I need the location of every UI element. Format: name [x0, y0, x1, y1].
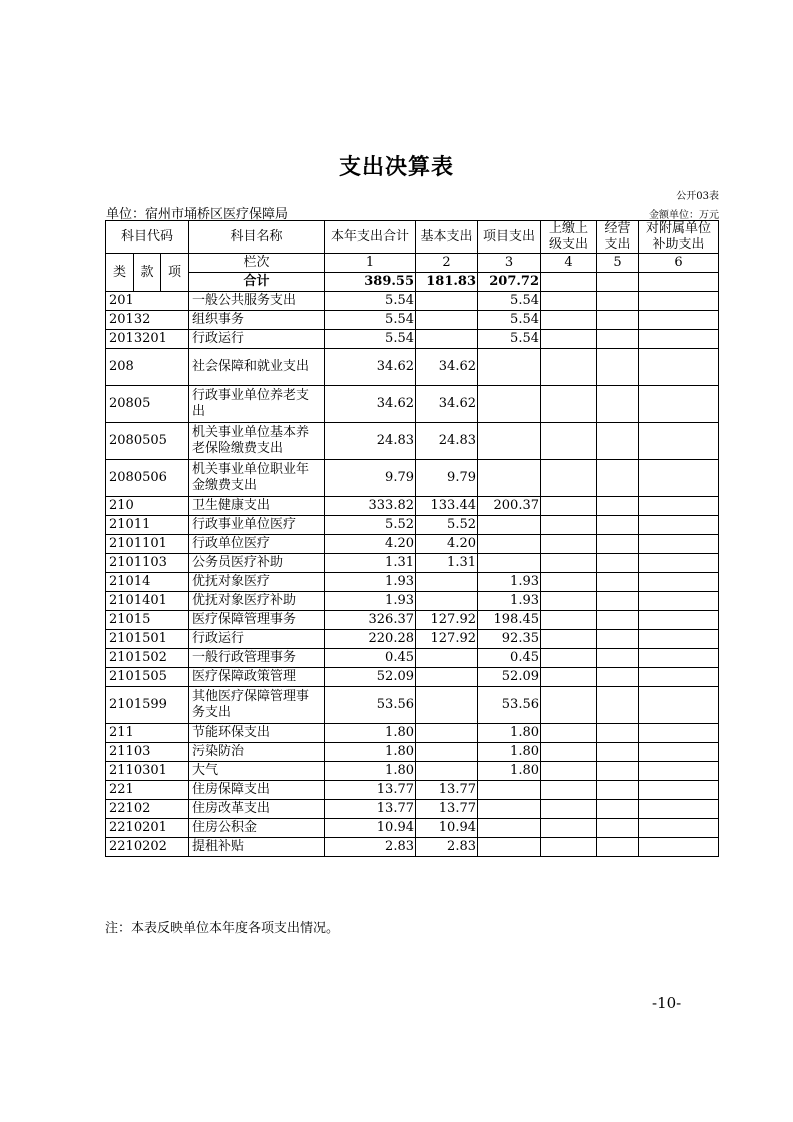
row-code: 2210202	[106, 838, 189, 857]
row-total: 1.93	[325, 573, 416, 592]
row-code: 20132	[106, 311, 189, 330]
row-subsidy	[639, 668, 719, 687]
row-code: 21011	[106, 516, 189, 535]
row-subsidy	[639, 330, 719, 349]
row-total: 52.09	[325, 668, 416, 687]
row-basic	[416, 311, 478, 330]
row-subsidy	[639, 819, 719, 838]
row-project: 5.54	[478, 311, 541, 330]
row-subsidy	[639, 592, 719, 611]
row-business	[597, 668, 639, 687]
row-upper	[541, 611, 597, 630]
row-total: 220.28	[325, 630, 416, 649]
row-project: 5.54	[478, 330, 541, 349]
header-lanci: 栏次	[189, 254, 325, 273]
row-upper	[541, 573, 597, 592]
row-total: 5.54	[325, 330, 416, 349]
col-index-5: 5	[597, 254, 639, 273]
row-basic: 13.77	[416, 781, 478, 800]
header-row	[106, 221, 719, 254]
row-total: 2.83	[325, 838, 416, 857]
row-subsidy	[639, 386, 719, 423]
row-total: 13.77	[325, 800, 416, 819]
row-code: 2013201	[106, 330, 189, 349]
row-total: 13.77	[325, 781, 416, 800]
row-name: 社会保障和就业支出	[189, 349, 325, 386]
row-basic: 24.83	[416, 423, 478, 460]
row-upper	[541, 535, 597, 554]
row-upper	[541, 743, 597, 762]
row-business	[597, 611, 639, 630]
row-code: 208	[106, 349, 189, 386]
row-business	[597, 423, 639, 460]
table-row	[106, 311, 719, 330]
table-row	[106, 386, 719, 423]
row-name: 一般公共服务支出	[189, 292, 325, 311]
row-total: 1.31	[325, 554, 416, 573]
row-business	[597, 762, 639, 781]
row-business	[597, 743, 639, 762]
row-subsidy	[639, 743, 719, 762]
row-upper	[541, 838, 597, 857]
row-basic: 127.92	[416, 630, 478, 649]
table-row	[106, 800, 719, 819]
table-row	[106, 592, 719, 611]
row-subsidy	[639, 497, 719, 516]
table-row	[106, 819, 719, 838]
row-name: 大气	[189, 762, 325, 781]
table-row	[106, 516, 719, 535]
table-row	[106, 497, 719, 516]
table-row	[106, 649, 719, 668]
row-upper	[541, 423, 597, 460]
footnote: 注：本表反映单位本年度各项支出情况。	[105, 921, 340, 936]
row-project	[478, 535, 541, 554]
row-project	[478, 800, 541, 819]
row-project: 0.45	[478, 649, 541, 668]
table-row	[106, 460, 719, 497]
row-basic	[416, 592, 478, 611]
row-name: 优抚对象医疗	[189, 573, 325, 592]
row-business	[597, 554, 639, 573]
row-upper	[541, 630, 597, 649]
row-code: 2080505	[106, 423, 189, 460]
row-name: 行政事业单位医疗	[189, 516, 325, 535]
row-business	[597, 838, 639, 857]
row-project	[478, 554, 541, 573]
row-subsidy	[639, 292, 719, 311]
row-total: 5.54	[325, 311, 416, 330]
row-subsidy	[639, 649, 719, 668]
row-project	[478, 516, 541, 535]
expenditure-table	[105, 220, 719, 857]
row-code: 21103	[106, 743, 189, 762]
row-business	[597, 460, 639, 497]
row-code: 2110301	[106, 762, 189, 781]
row-basic: 5.52	[416, 516, 478, 535]
row-name: 其他医疗保障管理事务支出	[189, 687, 325, 724]
row-basic: 34.62	[416, 349, 478, 386]
row-total: 34.62	[325, 386, 416, 423]
summary-row	[106, 273, 719, 292]
row-subsidy	[639, 687, 719, 724]
row-upper	[541, 292, 597, 311]
row-subsidy	[639, 535, 719, 554]
row-basic	[416, 724, 478, 743]
row-upper	[541, 819, 597, 838]
table-row	[106, 330, 719, 349]
row-name: 住房改革支出	[189, 800, 325, 819]
row-business	[597, 630, 639, 649]
row-name: 行政运行	[189, 630, 325, 649]
summary-upper	[541, 273, 597, 292]
row-upper	[541, 781, 597, 800]
row-code: 2101101	[106, 535, 189, 554]
row-upper	[541, 386, 597, 423]
header-business: 经营支出	[597, 221, 639, 254]
row-upper	[541, 762, 597, 781]
row-subsidy	[639, 611, 719, 630]
row-code: 21014	[106, 573, 189, 592]
row-business	[597, 573, 639, 592]
header-basic: 基本支出	[416, 221, 478, 254]
table-row	[106, 573, 719, 592]
row-name: 行政单位医疗	[189, 535, 325, 554]
table-row	[106, 554, 719, 573]
row-name: 卫生健康支出	[189, 497, 325, 516]
header-lei: 类	[106, 254, 134, 292]
table-row	[106, 687, 719, 724]
row-project: 1.80	[478, 743, 541, 762]
row-business	[597, 497, 639, 516]
header-xiang: 项	[161, 254, 189, 292]
row-total: 1.93	[325, 592, 416, 611]
header-subsidy: 对附属单位补助支出	[639, 221, 719, 254]
row-total: 34.62	[325, 349, 416, 386]
row-name: 医疗保障政策管理	[189, 668, 325, 687]
row-total: 1.80	[325, 762, 416, 781]
row-upper	[541, 592, 597, 611]
row-basic: 34.62	[416, 386, 478, 423]
row-subsidy	[639, 460, 719, 497]
row-basic	[416, 743, 478, 762]
row-basic	[416, 668, 478, 687]
row-code: 2101501	[106, 630, 189, 649]
row-code: 20805	[106, 386, 189, 423]
row-total: 4.20	[325, 535, 416, 554]
row-upper	[541, 724, 597, 743]
table-row	[106, 743, 719, 762]
row-name: 优抚对象医疗补助	[189, 592, 325, 611]
row-code: 211	[106, 724, 189, 743]
row-subsidy	[639, 630, 719, 649]
page-title: 支出决算表	[338, 155, 454, 180]
row-subsidy	[639, 800, 719, 819]
row-code: 21015	[106, 611, 189, 630]
row-subsidy	[639, 781, 719, 800]
money-unit-label: 金额单位：万元	[649, 210, 719, 221]
table-row	[106, 838, 719, 857]
row-total: 10.94	[325, 819, 416, 838]
row-upper	[541, 800, 597, 819]
header-project: 项目支出	[478, 221, 541, 254]
page-number: -10-	[652, 994, 682, 1012]
row-total: 0.45	[325, 649, 416, 668]
row-project: 52.09	[478, 668, 541, 687]
row-project	[478, 819, 541, 838]
row-project	[478, 423, 541, 460]
table-id: 公开03表	[676, 191, 719, 202]
row-project	[478, 781, 541, 800]
row-business	[597, 311, 639, 330]
row-business	[597, 535, 639, 554]
row-basic: 13.77	[416, 800, 478, 819]
header-name: 科目名称	[189, 221, 325, 254]
row-total: 24.83	[325, 423, 416, 460]
row-project	[478, 460, 541, 497]
row-total: 326.37	[325, 611, 416, 630]
table-row	[106, 724, 719, 743]
row-business	[597, 292, 639, 311]
row-basic	[416, 649, 478, 668]
row-business	[597, 724, 639, 743]
row-project: 5.54	[478, 292, 541, 311]
row-project: 53.56	[478, 687, 541, 724]
row-name: 医疗保障管理事务	[189, 611, 325, 630]
row-name: 机关事业单位基本养老保险缴费支出	[189, 423, 325, 460]
row-upper	[541, 330, 597, 349]
row-project: 1.80	[478, 724, 541, 743]
row-name: 住房保障支出	[189, 781, 325, 800]
col-index-2: 2	[416, 254, 478, 273]
row-name: 组织事务	[189, 311, 325, 330]
row-upper	[541, 516, 597, 535]
row-project	[478, 838, 541, 857]
table-row	[106, 349, 719, 386]
column-index-row	[106, 254, 719, 273]
summary-business	[597, 273, 639, 292]
row-name: 住房公积金	[189, 819, 325, 838]
row-code: 2101103	[106, 554, 189, 573]
row-basic: 127.92	[416, 611, 478, 630]
row-upper	[541, 497, 597, 516]
row-total: 5.52	[325, 516, 416, 535]
row-upper	[541, 460, 597, 497]
row-basic	[416, 762, 478, 781]
col-index-1: 1	[325, 254, 416, 273]
row-code: 2101502	[106, 649, 189, 668]
col-index-4: 4	[541, 254, 597, 273]
row-basic: 133.44	[416, 497, 478, 516]
row-business	[597, 349, 639, 386]
table-row	[106, 668, 719, 687]
table-row	[106, 611, 719, 630]
summary-label: 合计	[189, 273, 325, 292]
row-project	[478, 386, 541, 423]
row-code: 2101401	[106, 592, 189, 611]
row-subsidy	[639, 762, 719, 781]
unit-label: 单位：宿州市埇桥区医疗保障局	[106, 207, 289, 222]
summary-project: 207.72	[478, 273, 541, 292]
row-project: 1.80	[478, 762, 541, 781]
row-basic	[416, 687, 478, 724]
table-row	[106, 762, 719, 781]
row-project: 198.45	[478, 611, 541, 630]
row-business	[597, 516, 639, 535]
row-upper	[541, 649, 597, 668]
row-subsidy	[639, 838, 719, 857]
table-row	[106, 781, 719, 800]
summary-basic: 181.83	[416, 273, 478, 292]
row-project: 1.93	[478, 573, 541, 592]
table-row	[106, 535, 719, 554]
table-row	[106, 292, 719, 311]
row-project: 1.93	[478, 592, 541, 611]
row-subsidy	[639, 724, 719, 743]
row-name: 公务员医疗补助	[189, 554, 325, 573]
header-code: 科目代码	[106, 221, 189, 254]
row-project: 92.35	[478, 630, 541, 649]
row-project: 200.37	[478, 497, 541, 516]
row-subsidy	[639, 573, 719, 592]
row-business	[597, 781, 639, 800]
row-upper	[541, 668, 597, 687]
row-total: 5.54	[325, 292, 416, 311]
row-name: 行政事业单位养老支出	[189, 386, 325, 423]
row-code: 2210201	[106, 819, 189, 838]
row-code: 2080506	[106, 460, 189, 497]
row-total: 9.79	[325, 460, 416, 497]
row-code: 22102	[106, 800, 189, 819]
summary-subsidy	[639, 273, 719, 292]
row-name: 机关事业单位职业年金缴费支出	[189, 460, 325, 497]
row-upper	[541, 687, 597, 724]
row-subsidy	[639, 349, 719, 386]
row-name: 节能环保支出	[189, 724, 325, 743]
row-basic	[416, 330, 478, 349]
row-code: 2101599	[106, 687, 189, 724]
row-basic	[416, 292, 478, 311]
col-index-3: 3	[478, 254, 541, 273]
row-basic: 2.83	[416, 838, 478, 857]
row-total: 333.82	[325, 497, 416, 516]
row-name: 行政运行	[189, 330, 325, 349]
row-basic	[416, 573, 478, 592]
summary-total: 389.55	[325, 273, 416, 292]
col-index-6: 6	[639, 254, 719, 273]
header-kuan: 款	[134, 254, 161, 292]
row-code: 2101505	[106, 668, 189, 687]
row-business	[597, 819, 639, 838]
row-total: 53.56	[325, 687, 416, 724]
row-total: 1.80	[325, 743, 416, 762]
row-basic: 10.94	[416, 819, 478, 838]
row-basic: 4.20	[416, 535, 478, 554]
row-business	[597, 687, 639, 724]
row-total: 1.80	[325, 724, 416, 743]
row-subsidy	[639, 516, 719, 535]
row-business	[597, 330, 639, 349]
row-code: 201	[106, 292, 189, 311]
header-total: 本年支出合计	[325, 221, 416, 254]
row-upper	[541, 311, 597, 330]
row-basic: 9.79	[416, 460, 478, 497]
row-business	[597, 386, 639, 423]
row-code: 221	[106, 781, 189, 800]
row-basic: 1.31	[416, 554, 478, 573]
row-subsidy	[639, 554, 719, 573]
header-upper: 上缴上级支出	[541, 221, 597, 254]
row-business	[597, 649, 639, 668]
row-code: 210	[106, 497, 189, 516]
row-upper	[541, 349, 597, 386]
table-row	[106, 423, 719, 460]
table-row	[106, 630, 719, 649]
row-name: 提租补贴	[189, 838, 325, 857]
row-project	[478, 349, 541, 386]
row-subsidy	[639, 423, 719, 460]
row-business	[597, 800, 639, 819]
row-name: 污染防治	[189, 743, 325, 762]
row-subsidy	[639, 311, 719, 330]
row-business	[597, 592, 639, 611]
row-upper	[541, 554, 597, 573]
row-name: 一般行政管理事务	[189, 649, 325, 668]
